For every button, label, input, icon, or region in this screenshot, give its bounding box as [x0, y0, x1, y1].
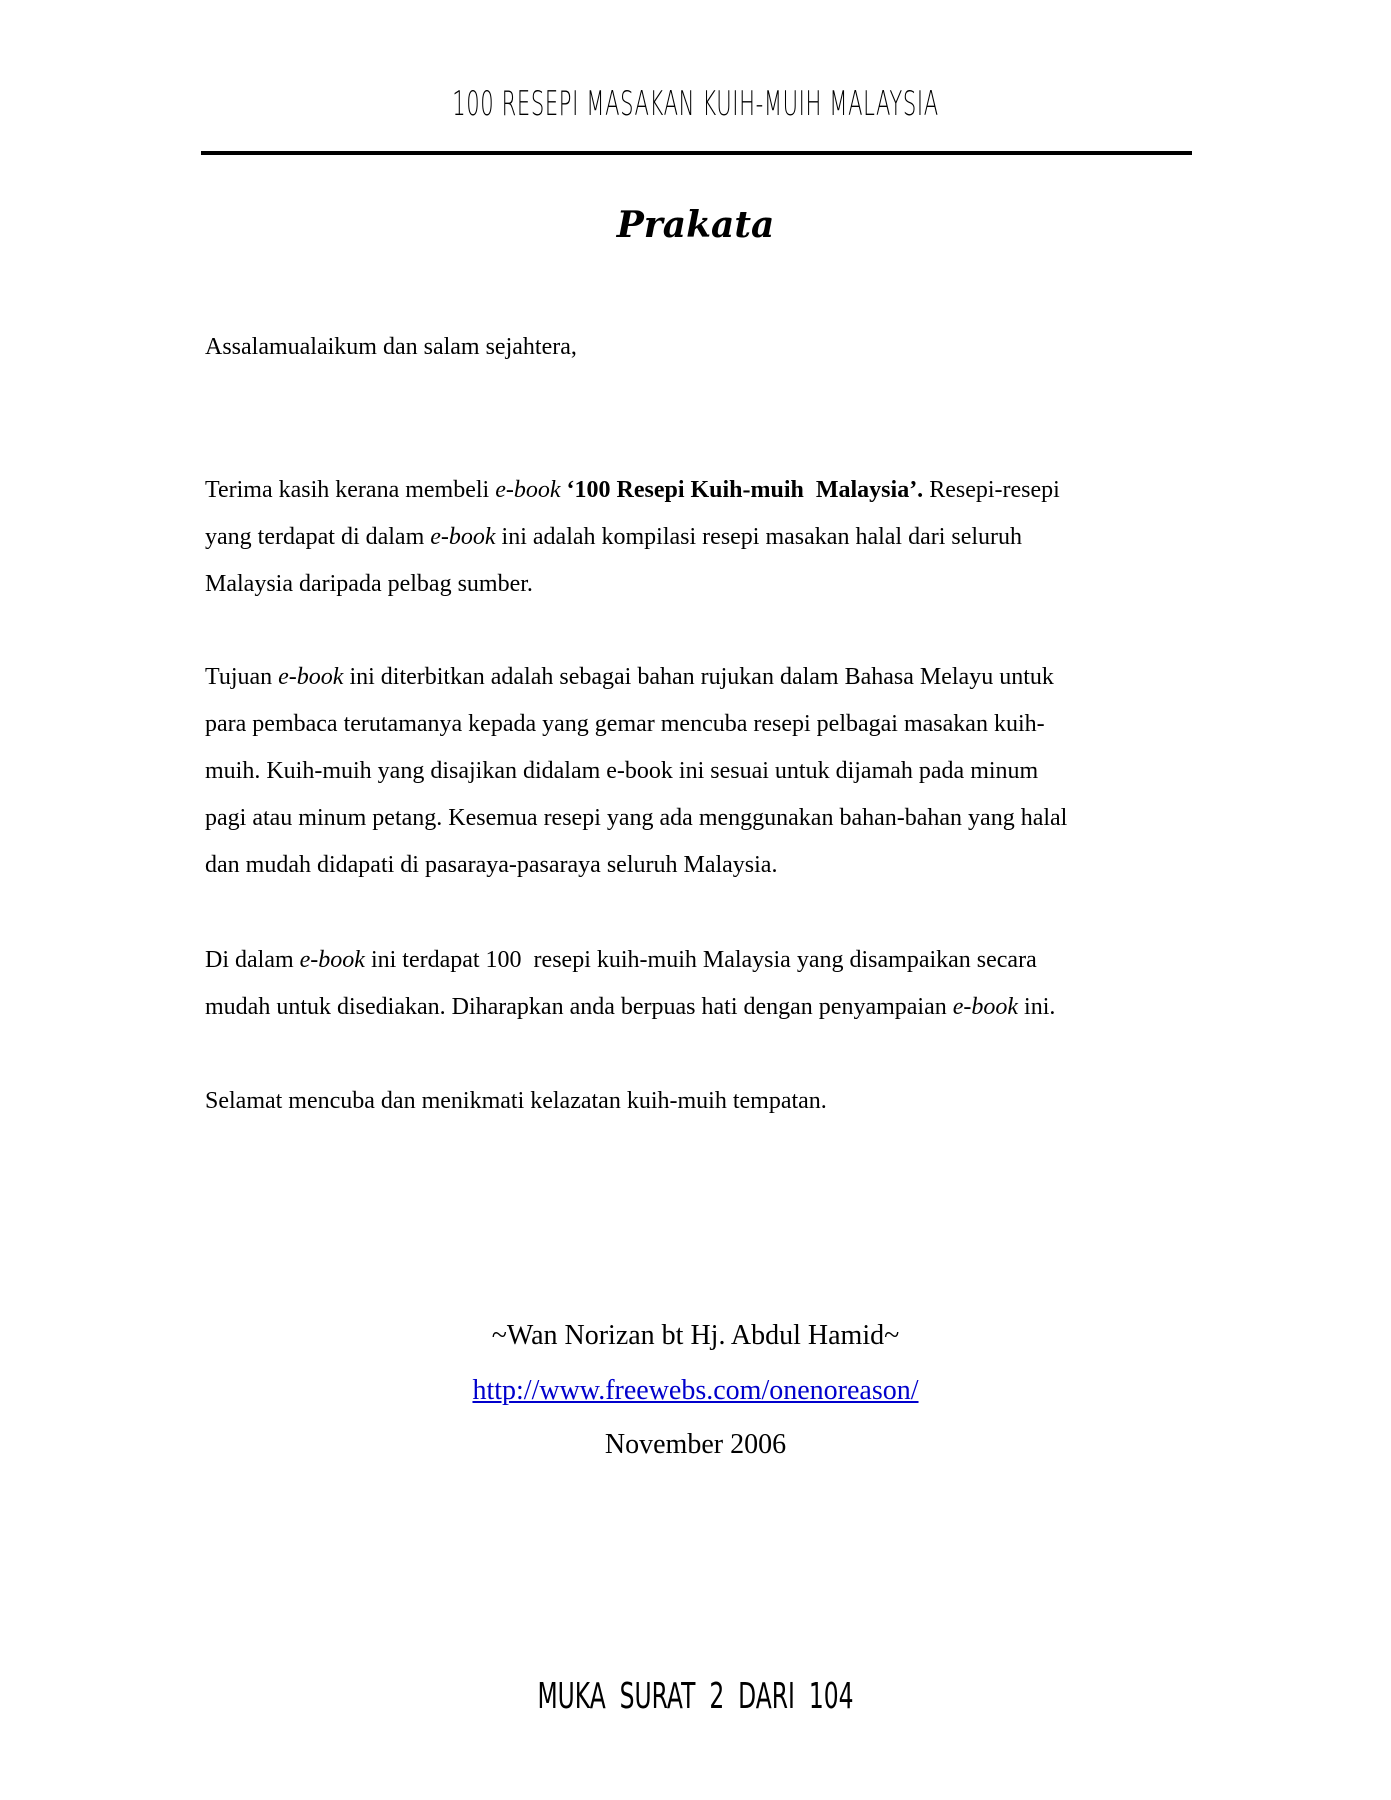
text-line	[205, 561, 1205, 608]
text-line	[205, 467, 1205, 514]
text-line	[205, 654, 1205, 701]
text-segment: Di dalam	[205, 947, 300, 973]
greeting: Assalamualaikum dan salam sejahtera,	[205, 334, 577, 360]
text-segment: ini adalah kompilasi resepi masakan halal dari seluruh	[495, 524, 1023, 550]
italic-text: e-book	[278, 664, 344, 690]
publication-date: November 2006	[604, 1429, 787, 1460]
italic-text: e-book	[299, 947, 365, 973]
bold-text: ‘100 Resepi Kuih-muih Malaysia’.	[566, 477, 924, 503]
text-line	[205, 1078, 1205, 1125]
paragraph-4	[205, 1078, 1205, 1125]
text-segment: Malaysia daripada pelbag sumber.	[205, 571, 533, 597]
italic-text: e-book	[430, 524, 496, 550]
text-segment: Terima kasih kerana membeli	[205, 477, 496, 503]
paragraph-3	[205, 937, 1205, 1031]
author-name: ~Wan Norizan bt Hj. Abdul Hamid~	[491, 1320, 900, 1351]
text-segment: Resepi-resepi	[923, 477, 1060, 503]
header-rule	[201, 151, 1192, 155]
italic-text: e-book	[952, 994, 1019, 1020]
paragraph-1	[205, 467, 1205, 608]
text-segment: Selamat mencuba dan menikmati kelazatan kuih-muih tempatan.	[205, 1088, 827, 1114]
paragraph-2	[205, 654, 1205, 889]
page-title: Prakata	[616, 204, 775, 246]
running-header: 100 RESEPI MASAKAN KUIH-MUIH MALAYSIA	[452, 84, 939, 124]
page-number: MUKA SURAT 2 DARI 104	[537, 1676, 854, 1717]
text-line	[205, 937, 1205, 984]
text-line	[205, 795, 1205, 842]
author-website-link[interactable]: http://www.freewebs.com/onenoreason/	[472, 1375, 919, 1406]
text-segment: ini diterbitkan adalah sebagai bahan rujukan dalam Bahasa Melayu untuk	[343, 664, 1054, 690]
text-line	[205, 748, 1205, 795]
text-segment: Tujuan	[205, 664, 279, 690]
text-segment: muih. Kuih-muih yang disajikan didalam e-book ini sesuai untuk dijamah pada minum	[205, 758, 1039, 784]
text-segment: mudah untuk disediakan. Diharapkan anda berpuas hati dengan penyampaian	[205, 994, 953, 1020]
text-segment: para pembaca terutamanya kepada yang gemar mencuba resepi pelbagai masakan kuih-	[205, 711, 1045, 737]
text-line	[205, 984, 1205, 1031]
text-line	[205, 514, 1205, 561]
italic-text: e-book	[495, 477, 561, 503]
text-segment: ini terdapat 100 resepi kuih-muih Malaysia yang disampaikan secara	[364, 947, 1037, 973]
text-segment: yang terdapat di dalam	[205, 524, 431, 550]
text-line	[205, 842, 1205, 889]
text-segment: pagi atau minum petang. Kesemua resepi yang ada menggunakan bahan-bahan yang halal	[205, 805, 1068, 831]
text-line	[205, 701, 1205, 748]
text-segment: dan mudah didapati di pasaraya-pasaraya seluruh Malaysia.	[205, 852, 778, 878]
text-segment: ini.	[1018, 994, 1056, 1020]
